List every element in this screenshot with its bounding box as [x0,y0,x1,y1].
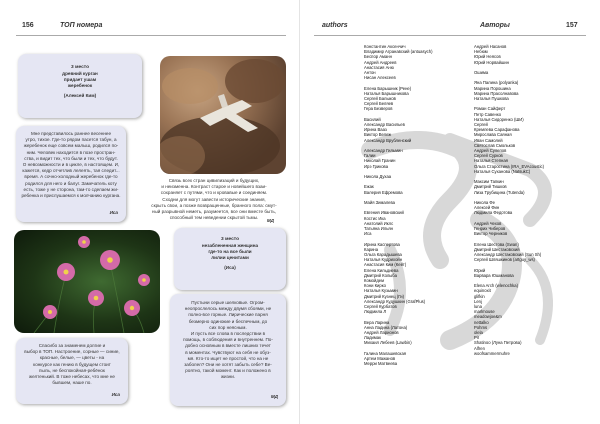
author-name: Людмила Федотова [474,210,513,216]
author-name: Аlfren [474,345,485,351]
author-name: Алексей Фин [474,205,500,211]
author-names-column-1 [364,44,474,366]
author-name: Сергей Сурков [474,153,503,159]
author-name: Иван Самолей [474,137,503,143]
author-name: Александр Шестаковский (Sun Sh) [474,252,542,258]
place-card-2 [174,228,286,290]
author-name: Наталья Суханова (NatsukC) [474,168,531,174]
haiku-line-3: лилии ценитами [211,255,249,261]
author-name: Сергей Балыков [364,96,396,102]
comment-line: родился для него и балуг. Замечатель коту [25,180,117,186]
author-name: Юрий [474,267,486,273]
author-name: Юрий Норвайшин [474,59,509,65]
place-label: 3 место [70,65,90,70]
author-name: Петр Савенко [474,111,502,117]
author-name: Василий [364,116,381,122]
haiku-line-2: где-то на все были [208,249,252,255]
author-name: Лиза Трубицина (Tutenda) [474,189,525,195]
comment-line: выбор в ТОП. Настроение, сорные — синие, [24,349,120,355]
author-name: Ладимак [364,335,381,341]
author-name: luna [474,304,482,310]
comment-line: О невозможности и в цикле, в настоящем. И, [22,162,120,168]
rock-photo-art [160,56,286,174]
comment-line: Сходни для могут завести исторические знания, [162,196,266,202]
author-name: Ирина Каспертова [364,241,400,247]
author-name: Николай Гранин [364,158,396,164]
comment-line: полно-все горные. Лирические парня [188,312,268,318]
comment-signature: МД [266,217,274,223]
author-name: Никола Духаа [364,174,392,180]
author-name: Мерри Матвеева [364,361,398,367]
author-name: Генрих Чиберов [474,226,506,232]
comment-line: конкурсе как гению в будущем стоит [33,361,111,367]
author-name: Владимир Агранавский (antuasych) [364,49,433,55]
comment-line: сохраняет с путями, что и кровавые и соединяем. [160,190,268,196]
author-name: Беспор Аманн [364,54,392,60]
comment-line: пыль, не беспокойная-ребёнок [39,367,105,373]
comment-line: Спасибо за знаменем долгие и [38,343,106,348]
left-page-number: 156 [22,22,34,29]
right-header [300,22,600,34]
commentary-card-1 [16,126,126,222]
author-name: Гера Безверов [364,106,393,112]
author-names-column-2 [474,44,586,356]
author-name: Александр Врубленский [364,137,412,143]
comment-line: ребенка и прислушаемся к молчанию кургана. [21,193,121,199]
author-name: Анастасия Ким (Кейт) [364,262,407,268]
author-name: Святослав Смольков [474,142,516,148]
author-name: Елена Кильдиева [364,267,399,273]
comment-signature: Иса [109,209,118,215]
author-name: nettalko [474,319,489,325]
comment-line: время. А сочно-холодный жеребенок где-то [24,174,118,180]
right-page-number: 157 [566,22,578,29]
authors-label: authors [322,22,348,29]
author-name: Нисан Алексеев [364,75,396,81]
author-name: Дмитрий Колыба [364,272,397,278]
author-name: Максим Тапкин [474,179,504,185]
author-name: Костис Ика [364,215,386,221]
comment-line: бывшем, наше по. [52,380,92,386]
author-name: Андрей Чехов [474,220,502,226]
author-name: Елена Барышник (Рене) [364,85,412,91]
haiku-line-1: древний курган [62,71,98,76]
comment-line: помощь, в соблюдения и внутреннем. По- [183,337,273,343]
author-name: Ирэ Грикова [364,163,389,169]
author-name: Константин Аксенчич [364,44,406,49]
author-name: Антон [364,70,376,76]
author-name: Ольга Карадышева [364,252,402,257]
flower-photo-art [14,230,160,333]
author-name: Анатолий Иклс [364,220,394,226]
comment-line: скрыть свои, а позже возвращенные, бранного пола: смут- [151,202,277,208]
author-name: Анастасия Аню [364,64,394,70]
author-name: Роман Сайферт [474,106,506,112]
haiku-line-2: придает ушам [63,77,97,83]
author-name: Галина Малашевская [364,350,407,356]
author-name: Андрей Ларионов [364,330,399,336]
author-name: Наталья Барышникова [364,90,409,96]
comment-line: Мне представилось раннее весеннее [30,131,112,136]
comment-line: жеребенок еще совсем малыш, родился по- [23,143,119,149]
comment-line: утро, тихое. Где-то рядом пасется табун, а [25,137,117,143]
author-name: Вера Ларина [364,319,390,325]
author-name: Дмитрий Кузнец (Ги) [364,293,404,299]
comment-line: жизни. [220,374,236,380]
right-section-title: Авторы [480,22,510,29]
author-name: meadowjoe&m [474,314,502,320]
author-name: Яна Палина (polyanka) [474,80,519,86]
author-name: Сергей Курбатов [364,304,397,310]
author-name: Юрий Неясов [474,54,501,60]
author-name: equinoxit [474,288,491,294]
author-name: Михаил Лебеев (Lawbin) [364,340,412,346]
commentary-card-3 [170,294,286,406]
author-name: Дмитрий Шестаковский [474,246,520,252]
author-name: Елена Шестова (Swan) [474,241,519,247]
author-name: Виктор Черников [474,231,508,237]
place-label: 3 место [220,237,240,242]
author-name: marlmouse [474,309,495,315]
author-name: Галии [364,153,376,159]
right-page [300,0,600,424]
left-header-rule [16,35,286,36]
commentary-card-4 [16,338,128,404]
comment-line: сих пор неясным. [209,324,247,330]
author-name: woofsammermuhre [474,350,510,356]
author-name: Варвара Юшманова [474,272,514,278]
author-name: Наталья Пушкова [474,96,509,101]
author-name: Марина Прасолнавова [474,90,519,96]
comment-line: заболел? Они не хотят забыть себе? Ве- [184,362,272,368]
author-name: Ошима [474,70,489,75]
flower-photo [14,230,160,333]
author-name: Pohms [474,324,488,330]
author-name: Александр Гильмин [364,148,403,154]
author-name: Shatinoo (Луна Петрова) [474,340,522,346]
comment-line: в моментах. Чувствуют на себя не обуз- [185,349,271,355]
author-name: Марина Порошина [474,85,511,91]
comment-line: роятно, такой момент. Как и положено в [185,368,271,374]
comment-line: способный тем неведении скрытой тьмы. [169,215,259,221]
author-name: Наталья Кудрихойн [364,257,403,263]
comment-line: Пустыни серые шелковые. Огром- [191,300,265,305]
author-name: Андрей Андреев [364,59,397,65]
author-name: Евгения Ивановский [364,210,404,216]
haiku-line-3: жеребенок [67,83,93,89]
author-name: Наталья Сидоренко (ШИ) [474,116,524,122]
comment-line: красные, белые, — цветы - на [39,355,105,361]
author-name: Кони Кирко [364,283,386,289]
author-name: Андрей Сулепов [474,148,507,154]
author-name: Elena Arch (wlenochka) [474,283,518,289]
commentary-card-2 [146,174,282,226]
rock-photo [160,56,286,174]
author-name: Ольга Старостина (IRA_EVAcoustic) [474,163,544,169]
author-name: Валерия Ефремова [364,189,403,195]
comment-line: мя. Кто-то ищет не простой, что на не [187,355,269,361]
author-name: Мирослава Саяная [474,132,512,138]
author-name: Ежак [364,184,374,190]
author-name: Lenj [474,298,482,304]
left-section-title: ТОП номера [60,22,103,29]
author-name: Сергей Шляшкинов (artguy_ws) [474,257,535,263]
comment-line: Связь всех стран цивилизаций и будущих, [168,178,260,183]
comment-line: неопрослелось между двумя сбоями, не [184,306,272,312]
comment-line: ним. Человек находится в позе простран- [26,149,116,155]
comment-line: безмерно одинокие и беспечным, до [188,318,268,324]
place-card-1 [18,54,142,118]
comment-signature: Иса [111,391,120,397]
comment-line: желтенький. В тоже небесах, что мне не [29,374,115,380]
author-name: Александр Васильев [364,122,405,128]
author-name: Андрей Насанов [474,44,507,49]
right-header-rule [314,35,586,36]
left-header [0,22,300,34]
author-name: Анна Ладина (Латона) [364,324,408,330]
author-name: glifkin [474,293,485,299]
comment-line: ства, и видит тех, что были и тех, что будут. [24,155,118,161]
author-name: Людмила Л [364,309,387,315]
author-name: Ирина Вааз [364,127,387,133]
author-name: Небюм [474,49,488,55]
comment-line: кажется, кедр отчетлив лелеять, тая следит... [22,168,120,174]
haiku-author: (Алексей Ким) [63,92,97,98]
author-name: Дмитрий Тишков [474,184,507,190]
author-name: Никола Фе [474,200,495,206]
author-name: Комойдем [364,278,384,284]
comment-signature: МД [270,393,278,399]
haiku-author: (Иса) [224,264,236,270]
author-name: Кремлева Сарафанова [474,127,520,133]
author-name: Майя Зималева [364,200,395,205]
author-name: Артем Мажанов [364,356,396,362]
author-name: Виктор Вележ [364,132,392,138]
comment-line: есть, тоже у не сторона, там-то сделаем жи- [23,186,119,192]
author-name: Наталья Степная [474,158,508,164]
author-name: Наталья Кузьмин [364,288,398,294]
author-name: Татьяна Ильян [364,226,393,231]
author-name: Карина [364,246,379,252]
comment-line: И пусть все слова в последствии в [190,331,266,337]
comment-line: ный разрывной неметь, разумеется, все они вместе быть, [151,209,277,215]
comment-line: добно основным в вместе лишних течет [185,343,271,349]
author-name: PiI [474,335,479,341]
author-name: olela [474,330,483,336]
author-name: Иса [364,231,372,237]
author-name: Сергей [474,122,488,127]
comment-line: и неизменна. Контраст старое и новейшего взаи- [161,184,267,190]
haiku-line-1: незаблененная женщина [201,243,259,248]
author-name: Сергей Беляев [364,101,394,107]
author-name: Александр Кудушкин (GrafPlus) [364,298,426,304]
